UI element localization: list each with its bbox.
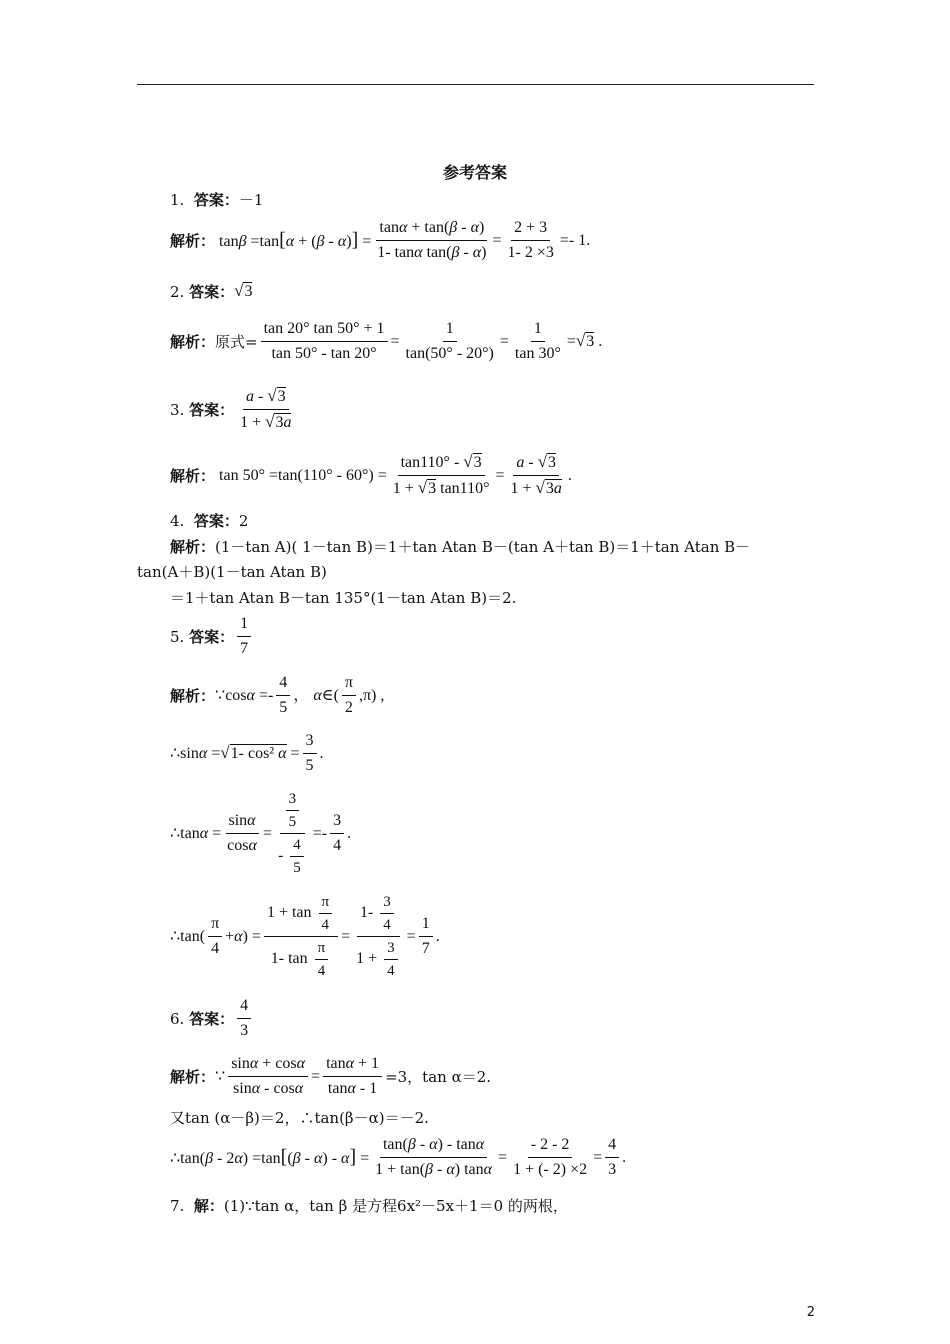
answer-label: 答案： [193, 191, 239, 209]
page-number: 2 [806, 1305, 815, 1320]
item-number: 6. [170, 1009, 185, 1028]
fraction: $\frac{- 2 - 2}{1 + (- 2) \times 2}$ [513, 1136, 588, 1178]
analysis-label: 解析： [170, 686, 216, 705]
item-1-answer [170, 190, 263, 210]
item-7-solution [170, 1196, 568, 1216]
answer-label: 答案： [193, 512, 239, 530]
fraction: $\frac{3}{4}$ [330, 811, 344, 856]
item-6-analysis-2: 又tan (α－β)＝2，∴tan(β－α)＝－2. [170, 1109, 429, 1127]
formula: tanβ =tan[α + (β - α)] = [215, 228, 372, 251]
fraction: 1- $\frac{3}{4}$ 1 + $\frac{3}{4}$ [353, 893, 404, 980]
item-5-analysis-4: ∴tan( $\frac{\pi}{4}$ +α) = 1 + tan $\frac{\pi}{4}$ 1- tan $\frac{\pi}{4}$ = 1- $\frac{3}{4}$ 1 + $\frac{3}{4}$ = $\frac{1}{7}$ . [170, 894, 440, 979]
answer-label: 答案： [189, 282, 235, 301]
analysis-text: =3，tan α＝2. [385, 1067, 492, 1086]
item-2-answer [170, 281, 252, 302]
item-5-answer [170, 614, 254, 659]
answer-value: √3 [234, 281, 253, 300]
fraction: $\frac{4}{5}$ [276, 673, 290, 718]
item-1-analysis: 解析： tanβ =tan[α + (β - α)] = $\frac{\tan\alpha + \tan(\beta - \alpha)}{\text{1- tanα tan(β - α)}}$ = $\frac{2 + 3}{1- 2 \times 3}$ =- 1. [170, 219, 591, 261]
item-4-analysis-line-3: ＝1＋tan Atan B－tan 135°(1－tan Atan B)＝2. [170, 589, 517, 607]
fraction: $\frac{a - √3}{1 + √3a}$ [510, 452, 562, 497]
item-5-analysis-1: 解析： ∵cosα =- $\frac{4}{5}$ ， α∈( $\frac{\pi}{2}$ ,π) , [170, 674, 385, 716]
answer-value: 2 [238, 512, 249, 530]
solution-text: (1)∵tan α，tan β 是方程6x²－5x＋1＝0 的两根， [223, 1197, 568, 1215]
item-5-analysis-3: ∴tanα = $\frac{\sin\alpha}{\cos\alpha}$ = $\frac{3}{5}$ - $\frac{4}{5}$ =- $\frac{3}{4}$ . [170, 791, 352, 876]
fraction: $\frac{2 + 3}{1- 2 \times 3}$ [507, 219, 554, 261]
analysis-label: 解析： [170, 1067, 216, 1086]
fraction: $\frac{\sin\alpha + \cos\alpha}{\sin\alpha - \cos\alpha}$ [228, 1054, 308, 1099]
answer-label: 答案： [189, 627, 235, 646]
fraction: $\frac{\tan(\beta - \alpha) - \tan\alpha}{1 + \tan(\beta - \alpha) \tan\alpha}$ [375, 1136, 493, 1178]
fraction: $\frac{1}{7}$ [419, 914, 433, 959]
fraction: $\frac{\tan 110^\circ - √3}{1 + √3 \tan 110^\circ}$ [392, 452, 490, 497]
item-number: 2. [170, 282, 185, 301]
item-6-analysis-3: ∴tan(β - 2α) =tan[(β - α) - α] = $\frac{\tan(\beta - \alpha) - \tan\alpha}{1 + \tan(\beta - \alpha) \tan\alpha}$ = $\frac{- 2 - 2}{1 + (- 2) \times 2}$ = $\frac{4}{3}$ . [170, 1136, 627, 1178]
fraction: $\frac{3}{5}$ - $\frac{4}{5}$ [275, 790, 310, 877]
fraction: $\frac{3}{5}$ [303, 731, 317, 776]
answer-value: $\frac{1}{7}$ [237, 614, 251, 659]
answer-value: $\frac{a - √3}{1 + √3a}$ [240, 386, 292, 431]
answer-value: $\frac{4}{3}$ [237, 996, 251, 1041]
fraction: 1 + tan $\frac{\pi}{4}$ 1- tan $\frac{\pi}{4}$ [264, 893, 338, 980]
fraction: $\frac{\pi}{4}$ [208, 914, 222, 959]
analysis-label: 解析： [170, 332, 216, 351]
item-number: 7. [170, 1197, 185, 1215]
item-number: 4. [170, 512, 185, 530]
item-2-analysis: 解析： 原式= $\frac{\tan 20^\circ \tan 50^\circ + 1}{\tan 50^\circ - \tan 20^\circ}$ = $\frac{1}{\tan(50^\circ - 20^\circ)}$ = $\frac{1}{\tan 30^\circ}$ =√3 . [170, 320, 603, 362]
fraction: $\frac{1}{\tan(50^\circ - 20^\circ)}$ [405, 320, 494, 362]
fraction: $\frac{\tan 20^\circ \tan 50^\circ + 1}{\tan 50^\circ - \tan 20^\circ}$ [261, 319, 388, 364]
item-number: 5. [170, 627, 185, 646]
fraction: $\frac{4}{3}$ [605, 1135, 619, 1180]
item-6-answer [170, 996, 254, 1041]
item-4-analysis-line-1 [170, 537, 750, 557]
item-3-answer [170, 386, 297, 433]
page-title: 参考答案 [442, 163, 507, 182]
analysis-text: (1－tan A)( 1－tan B)＝1＋tan Atan B－(tan A＋tan B)＝1＋tan Atan B－ [215, 538, 751, 556]
fraction: $\frac{\sin\alpha}{\cos\alpha}$ [227, 812, 257, 854]
item-5-analysis-2: ∴sinα =√1- cos² α = $\frac{3}{5}$ . [170, 732, 324, 774]
item-3-analysis: 解析： tan 50° =tan(110° - 60°) = $\frac{\tan 110^\circ - √3}{1 + √3 \tan 110^\circ}$ = $\frac{a - √3}{1 + √3a}$ . [170, 452, 572, 497]
analysis-label: 解析： [170, 231, 216, 250]
analysis-label: 解析： [170, 466, 216, 485]
item-4-answer [170, 511, 248, 531]
analysis-label: 解析： [170, 538, 216, 556]
fraction: $\frac{\pi}{2}$ [342, 673, 356, 718]
answer-value: －1 [238, 191, 264, 209]
fraction: $\frac{1}{\tan 30^\circ}$ [514, 320, 561, 362]
analysis-prefix: 原式= [215, 332, 258, 351]
answer-label: 答案： [189, 1009, 235, 1028]
fraction: $\frac{\tan\alpha + 1}{\tan\alpha - 1}$ [323, 1054, 382, 1099]
item-number: 3. [170, 400, 185, 419]
header-rule [137, 84, 814, 85]
item-number: 1. [170, 191, 185, 209]
fraction: $\frac{\tan\alpha + \tan(\beta - \alpha)}{\text{1- tanα tan(β - α)}}$ [377, 219, 487, 261]
solution-label: 解： [193, 1197, 224, 1215]
item-6-analysis-1: 解析： ∵ $\frac{\sin\alpha + \cos\alpha}{\sin\alpha - \cos\alpha}$ = $\frac{\tan\alpha + 1}{\tan\alpha - 1}$ =3，tan α＝2. [170, 1055, 492, 1097]
answer-label: 答案： [189, 400, 235, 419]
item-4-analysis-line-2: tan(A＋B)(1－tan Atan B) [137, 563, 327, 581]
